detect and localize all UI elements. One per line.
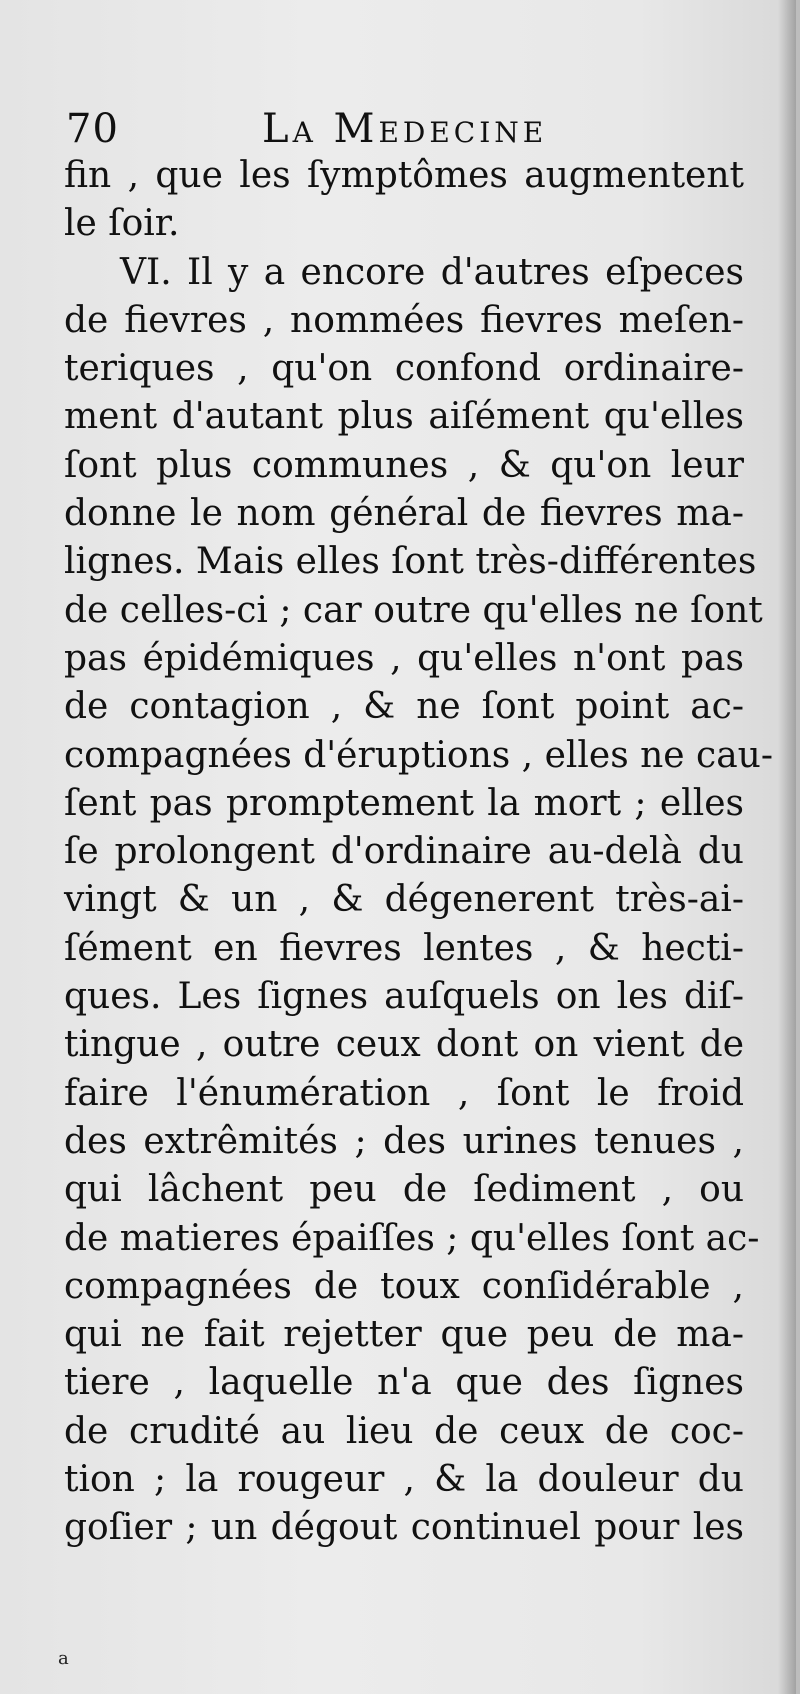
text-line: goſier ; un dégout continuel pour les — [64, 1507, 744, 1549]
text-line: tion ; la rougeur , & la douleur du — [64, 1459, 744, 1501]
text-line: qui ne fait rejetter que peu de ma- — [64, 1314, 744, 1356]
signature-mark: a — [58, 1648, 69, 1669]
text-line: fin , que les ſymptômes augmentent — [64, 155, 744, 196]
text-line: donne le nom général de fievres ma- — [64, 493, 744, 535]
text-line: compagnées de toux conſidérable , — [64, 1265, 744, 1307]
text-line: VI. Il y a encore d'autres eſpeces — [120, 251, 744, 293]
text-line: qui lâchent peu de ſediment , ou — [64, 1169, 744, 1211]
text-line: faire l'énumération , ſont le froid — [64, 1072, 744, 1114]
text-line: ſément en fievres lentes , & hecti- — [64, 927, 744, 969]
text-line: de matieres épaiſſes ; qu'elles ſont ac- — [64, 1217, 760, 1259]
text-line: des extrêmités ; des urines tenues , — [64, 1120, 744, 1162]
text-line: ques. Les ſignes auſquels on les diſ- — [64, 976, 744, 1018]
running-title: La Medecine — [262, 106, 548, 152]
text-line: le ſoir. — [64, 203, 180, 245]
text-line: tiere , laquelle n'a que des ſignes — [64, 1362, 744, 1404]
text-line: de crudité au lieu de ceux de coc- — [64, 1410, 744, 1452]
text-line: de fievres , nommées fievres meſen- — [64, 299, 744, 341]
text-line: de contagion , & ne ſont point ac- — [64, 686, 744, 728]
text-line: ſont plus communes , & qu'on leur — [64, 444, 744, 486]
text-line: ment d'autant plus aiſément qu'elles — [64, 396, 744, 438]
body-text — [64, 152, 774, 1553]
text-line: tingue , outre ceux dont on vient de — [64, 1024, 744, 1066]
page-edge-shadow — [778, 0, 796, 1694]
text-line: pas épidémiques , qu'elles n'ont pas — [64, 637, 744, 679]
text-line: compagnées d'éruptions , elles ne cau- — [64, 734, 774, 776]
text-line: lignes. Mais elles ſont très-différentes — [64, 541, 757, 583]
text-line: vingt & un , & dégenerent très-ai- — [64, 879, 744, 921]
page-number: 70 — [66, 106, 119, 152]
text-line: ſent pas promptement la mort ; elles — [64, 782, 744, 824]
text-line: teriques , qu'on confond ordinaire- — [64, 348, 744, 390]
text-line: de celles-ci ; car outre qu'elles ne ſont — [64, 589, 763, 631]
text-line: ſe prolongent d'ordinaire au-delà du — [64, 831, 744, 873]
